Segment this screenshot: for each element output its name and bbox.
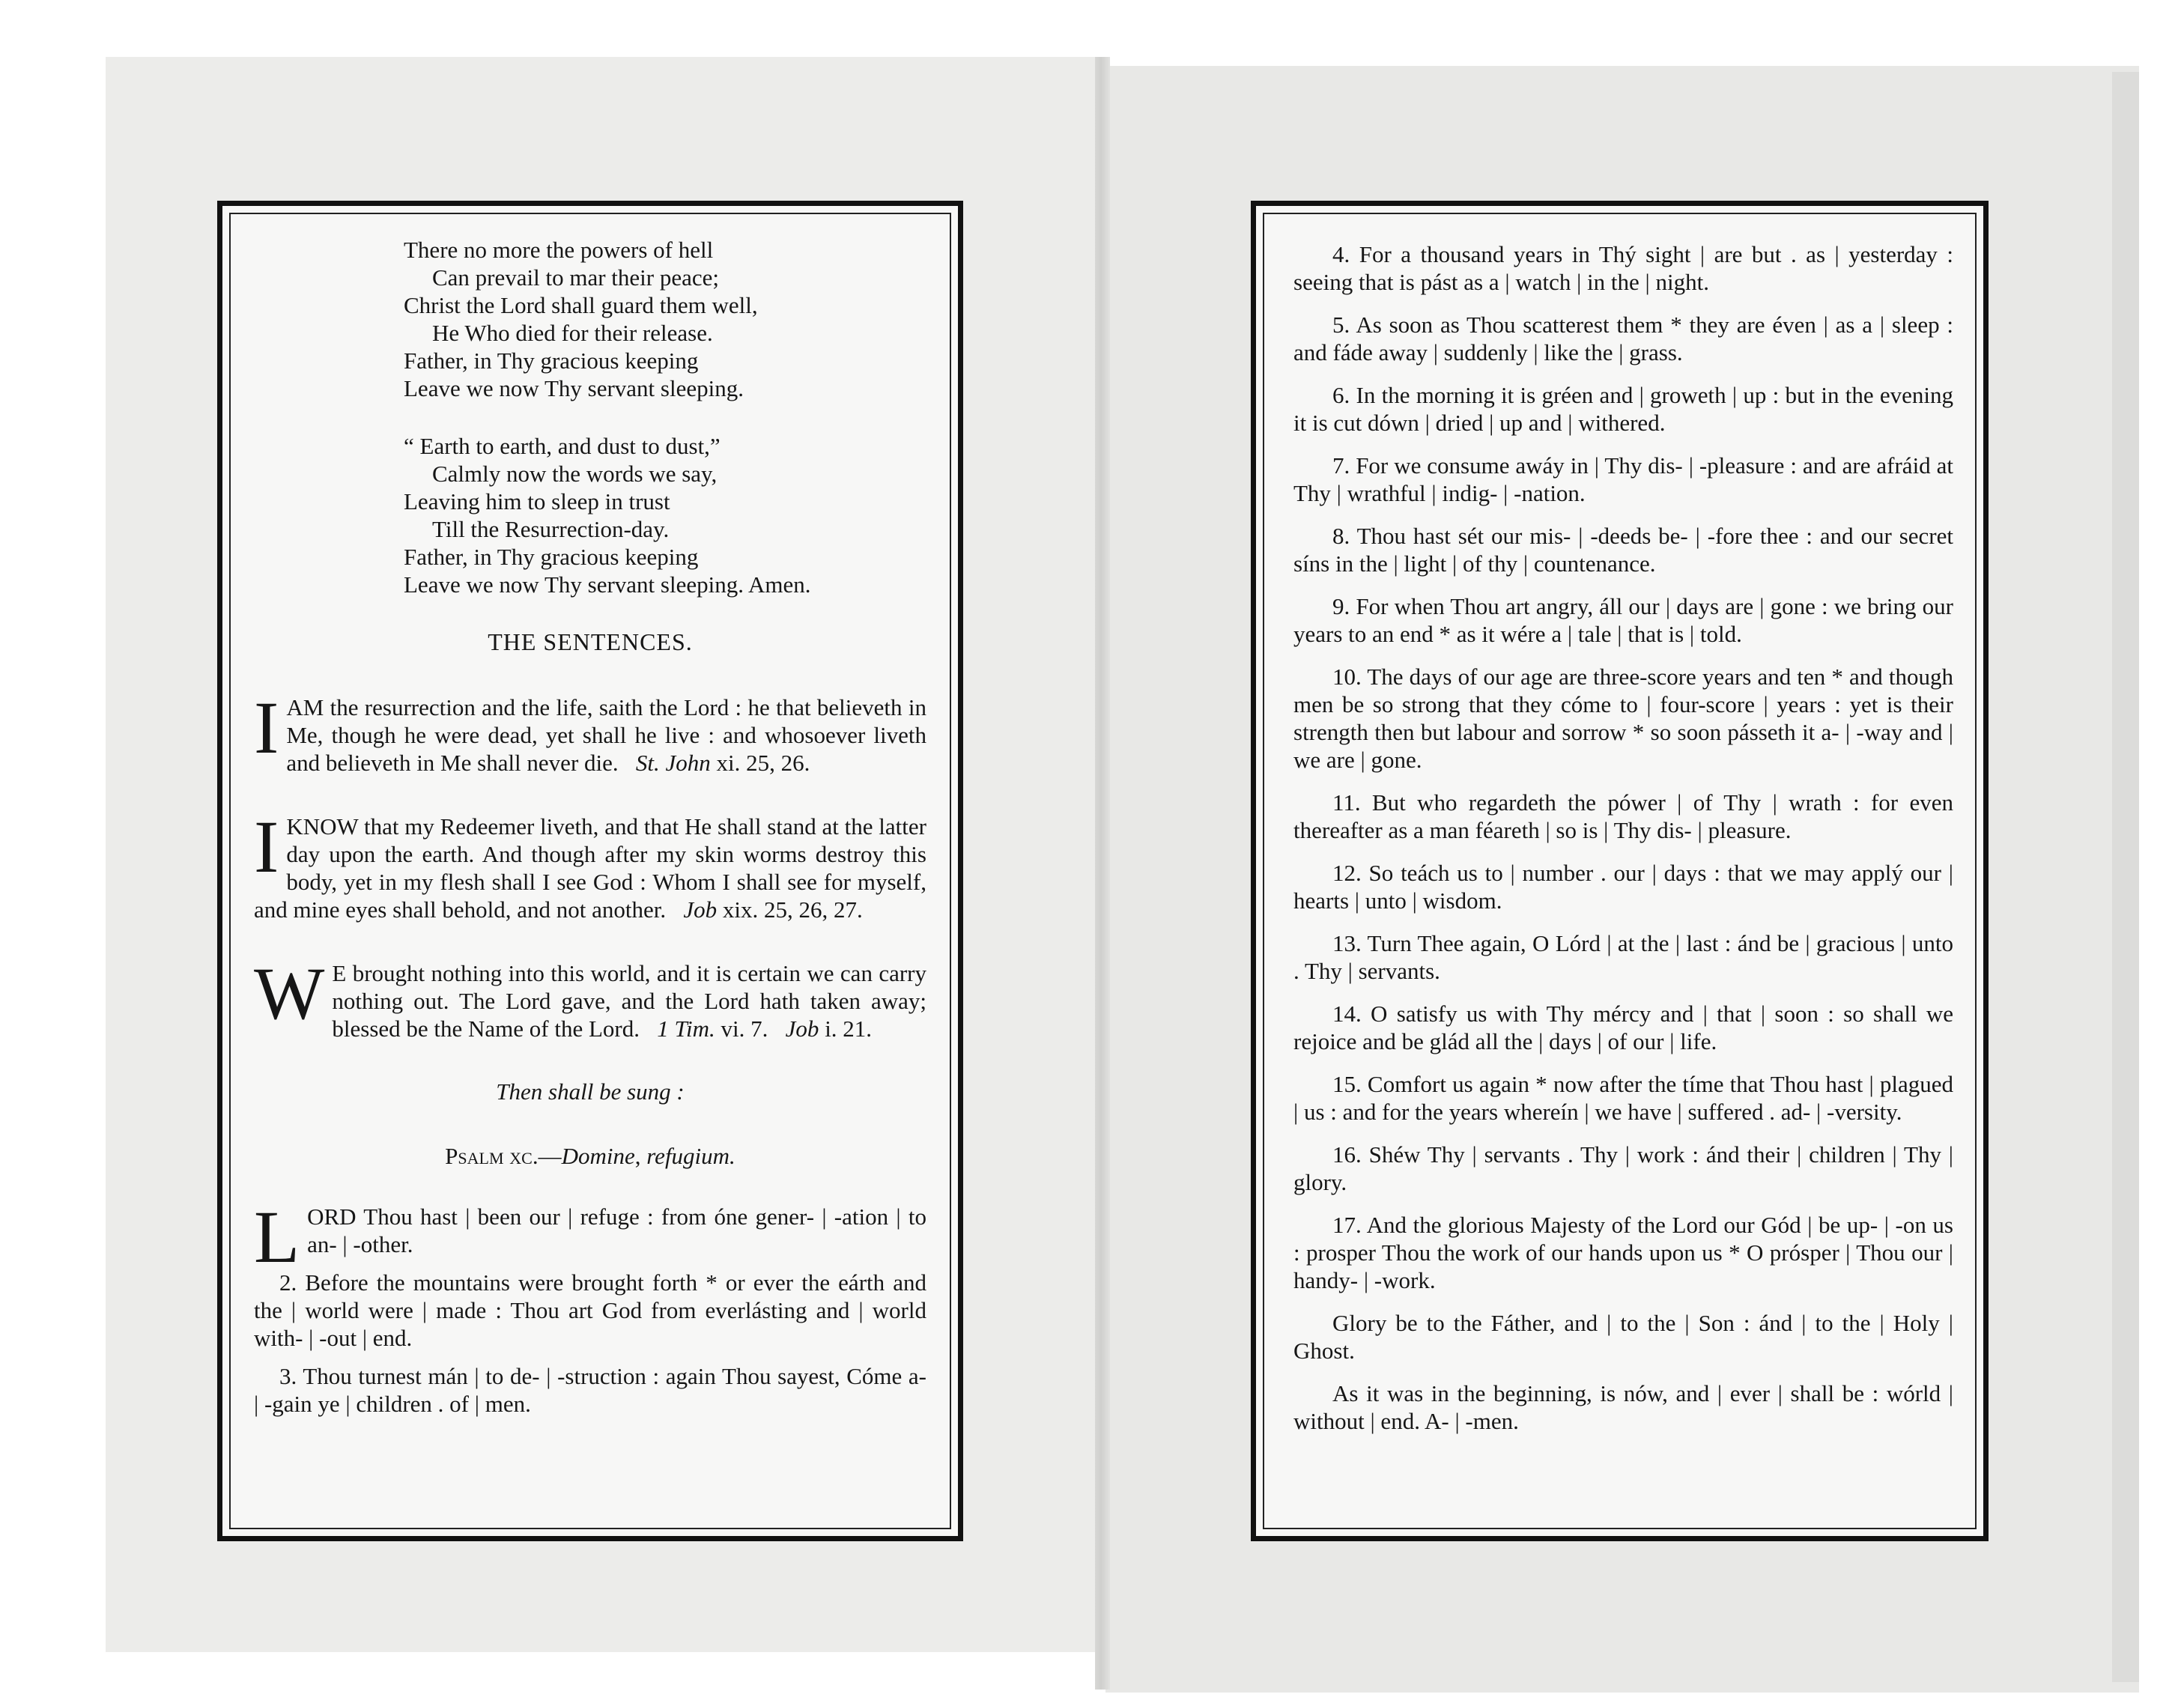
drop-cap: W (254, 952, 325, 1035)
hymn-line: “ Earth to earth, and dust to dust,” (404, 433, 721, 459)
scripture-ref: Job (785, 1016, 819, 1042)
psalm-verse: 5. As soon as Thou scatterest them * they are éven | as a | sleep : and fáde away | suddenly | like the | grass. (1293, 312, 1953, 365)
hymn-line: Father, in Thy gracious keeping (404, 544, 699, 570)
psalm-number: Psalm xc. (445, 1143, 539, 1169)
hymn-line: Calmly now the words we say, (432, 461, 718, 487)
hymn-line: Leaving him to sleep in trust (404, 488, 670, 514)
scripture-ref: Job (683, 896, 718, 923)
right-page-content (1293, 240, 1953, 1450)
sentence-text: KNOW that my Redeemer liveth, and that He shall stand at the latter day upon the earth. And though after my skin worms destroy this body, yet in my flesh shall I see God : Whom I shall see for myself, and mine eyes shall behold, and not another. (254, 813, 926, 923)
psalm-verse: 6. In the morning it is gréen and | groweth | up : but in the evening it is cut dówn | dried | up and | withered. (1293, 382, 1953, 436)
psalm-verse: 7. For we consume awáy in | Thy dis- | -pleasure : and are afráid at Thy | wrathful | indig- | -nation. (1293, 452, 1953, 506)
booklet-spine (1095, 57, 1110, 1690)
psalm-verse: 11. But who regardeth the pówer | of Thy | wrath : for even thereafter as a man féareth | so is | Thy dis- | pleasure. (1293, 789, 1953, 843)
rubric-then-sung: Then shall be sung : (496, 1078, 685, 1105)
sentence-3 (254, 952, 926, 1042)
psalm-title-sep: , (634, 1143, 647, 1169)
psalm-verse: 9. For when Thou art angry, áll our | days are | gone : we bring our years to an end * as it wére a | tale | that is | told. (1293, 593, 1953, 647)
scripture-ref-verses: xix. 25, 26, 27. (722, 896, 863, 923)
verse-text: ORD Thou hast | been our | refuge : from óne gener- | -ation | to an- | -other. (307, 1203, 926, 1257)
psalm-verse: 16. Shéw Thy | servants . Thy | work : ánd their | children | Thy | glory. (1293, 1141, 1953, 1195)
hymn-stanza-2 (404, 432, 926, 598)
hymn-line: Leave we now Thy servant sleeping. Amen. (404, 571, 811, 598)
right-page-frame (1251, 201, 1989, 1541)
drop-cap: L (254, 1195, 300, 1278)
psalm-verse: 15. Comfort us again * now after the tíme that Thou hast | plagued | us : and for the years whereín | we have | suffered . ad- | -versity. (1293, 1071, 1953, 1125)
hymn (404, 236, 926, 598)
scripture-ref-verses: i. 21. (825, 1016, 873, 1042)
scripture-ref: 1 Tim. (657, 1016, 715, 1042)
psalm-latin-title-2: refugium. (646, 1143, 735, 1169)
hymn-line: Christ the Lord shall guard them well, (404, 292, 758, 318)
psalm-verse: 4. For a thousand years in Thý sight | are but . as | yesterday : seeing that is pást as a | watch | in the | night. (1293, 241, 1953, 295)
left-page-content (254, 236, 926, 1428)
sentence-text: AM the resurrection and the life, saith the Lord : he that believeth in Me, though he were dead, yet shall he live : and whosoever liveth and believeth in Me shall never die. (286, 694, 926, 776)
hymn-stanza-1 (404, 236, 926, 402)
sentence-1 (254, 686, 926, 777)
psalm-latin-title: Domine (561, 1143, 635, 1169)
hymn-line: Father, in Thy gracious keeping (404, 347, 699, 374)
psalm-verse: 13. Turn Thee again, O Lórd | at the | last : ánd be | gracious | unto . Thy | servants. (1293, 930, 1953, 984)
psalm-dash: — (538, 1143, 562, 1169)
psalm-verse: 2. Before the mountains were brought forth * or ever the eárth and the | world were | made : Thou art God from everlásting and | world with- | -out | end. (254, 1269, 926, 1351)
hymn-line: There no more the powers of hell (404, 237, 714, 263)
sentence-text: E brought nothing into this world, and it is certain we can carry nothing out. The Lord gave, and the Lord hath taken away; blessed be the Name of the Lord. (332, 960, 926, 1042)
scripture-ref-verses: xi. 25, 26. (716, 750, 810, 776)
scripture-ref-verses: vi. 7. (721, 1016, 768, 1042)
gloria-verse: As it was in the beginning, is nów, and | ever | shall be : wórld | without | end. A- | -men. (1293, 1380, 1953, 1434)
hymn-line: Leave we now Thy servant sleeping. (404, 375, 744, 401)
right-sheet-edge (2112, 72, 2139, 1682)
psalm-verse-1 (254, 1195, 926, 1278)
psalm-verse: 10. The days of our age are three-score years and ten * and though men be so strong that they cóme to | four-score | years : yet is their strength then but labour and sorrow * so soon pásseth it a- | -way and | we are | gone. (1293, 664, 1953, 773)
psalm-verse: 17. And the glorious Majesty of the Lord our Gód | be up- | -on us : prosper Thou the work of our hands upon us * O prósper | Thou our | handy- | -work. (1293, 1212, 1953, 1293)
psalm-verse: 3. Thou turnest mán | to de- | -struction : again Thou sayest, Cóme a- | -gain ye | children . of | men. (254, 1363, 926, 1417)
drop-cap: I (254, 805, 279, 888)
sentences-heading: THE SENTENCES. (488, 628, 693, 655)
psalm-title (254, 1143, 926, 1170)
drop-cap: I (254, 686, 279, 769)
left-page-frame (217, 201, 963, 1541)
psalm-verse: 8. Thou hast sét our mis- | -deeds be- | -fore thee : and our secret síns in the | light | of thy | countenance. (1293, 523, 1953, 577)
sentence-2 (254, 805, 926, 923)
hymn-line: Can prevail to mar their peace; (432, 264, 720, 291)
psalm-verse: 12. So teách us to | number . our | days : that we may applý our | hearts | unto | wisdom. (1293, 860, 1953, 914)
psalm-verse: 14. O satisfy us with Thy mércy and | that | soon : so shall we rejoice and be glád all the | days | of our | life. (1293, 1001, 1953, 1054)
scripture-ref: St. John (635, 750, 711, 776)
hymn-line: He Who died for their release. (432, 320, 713, 346)
gloria-verse: Glory be to the Fáther, and | to the | Son : ánd | to the | Holy | Ghost. (1293, 1310, 1953, 1364)
hymn-line: Till the Resurrection-day. (432, 516, 670, 542)
